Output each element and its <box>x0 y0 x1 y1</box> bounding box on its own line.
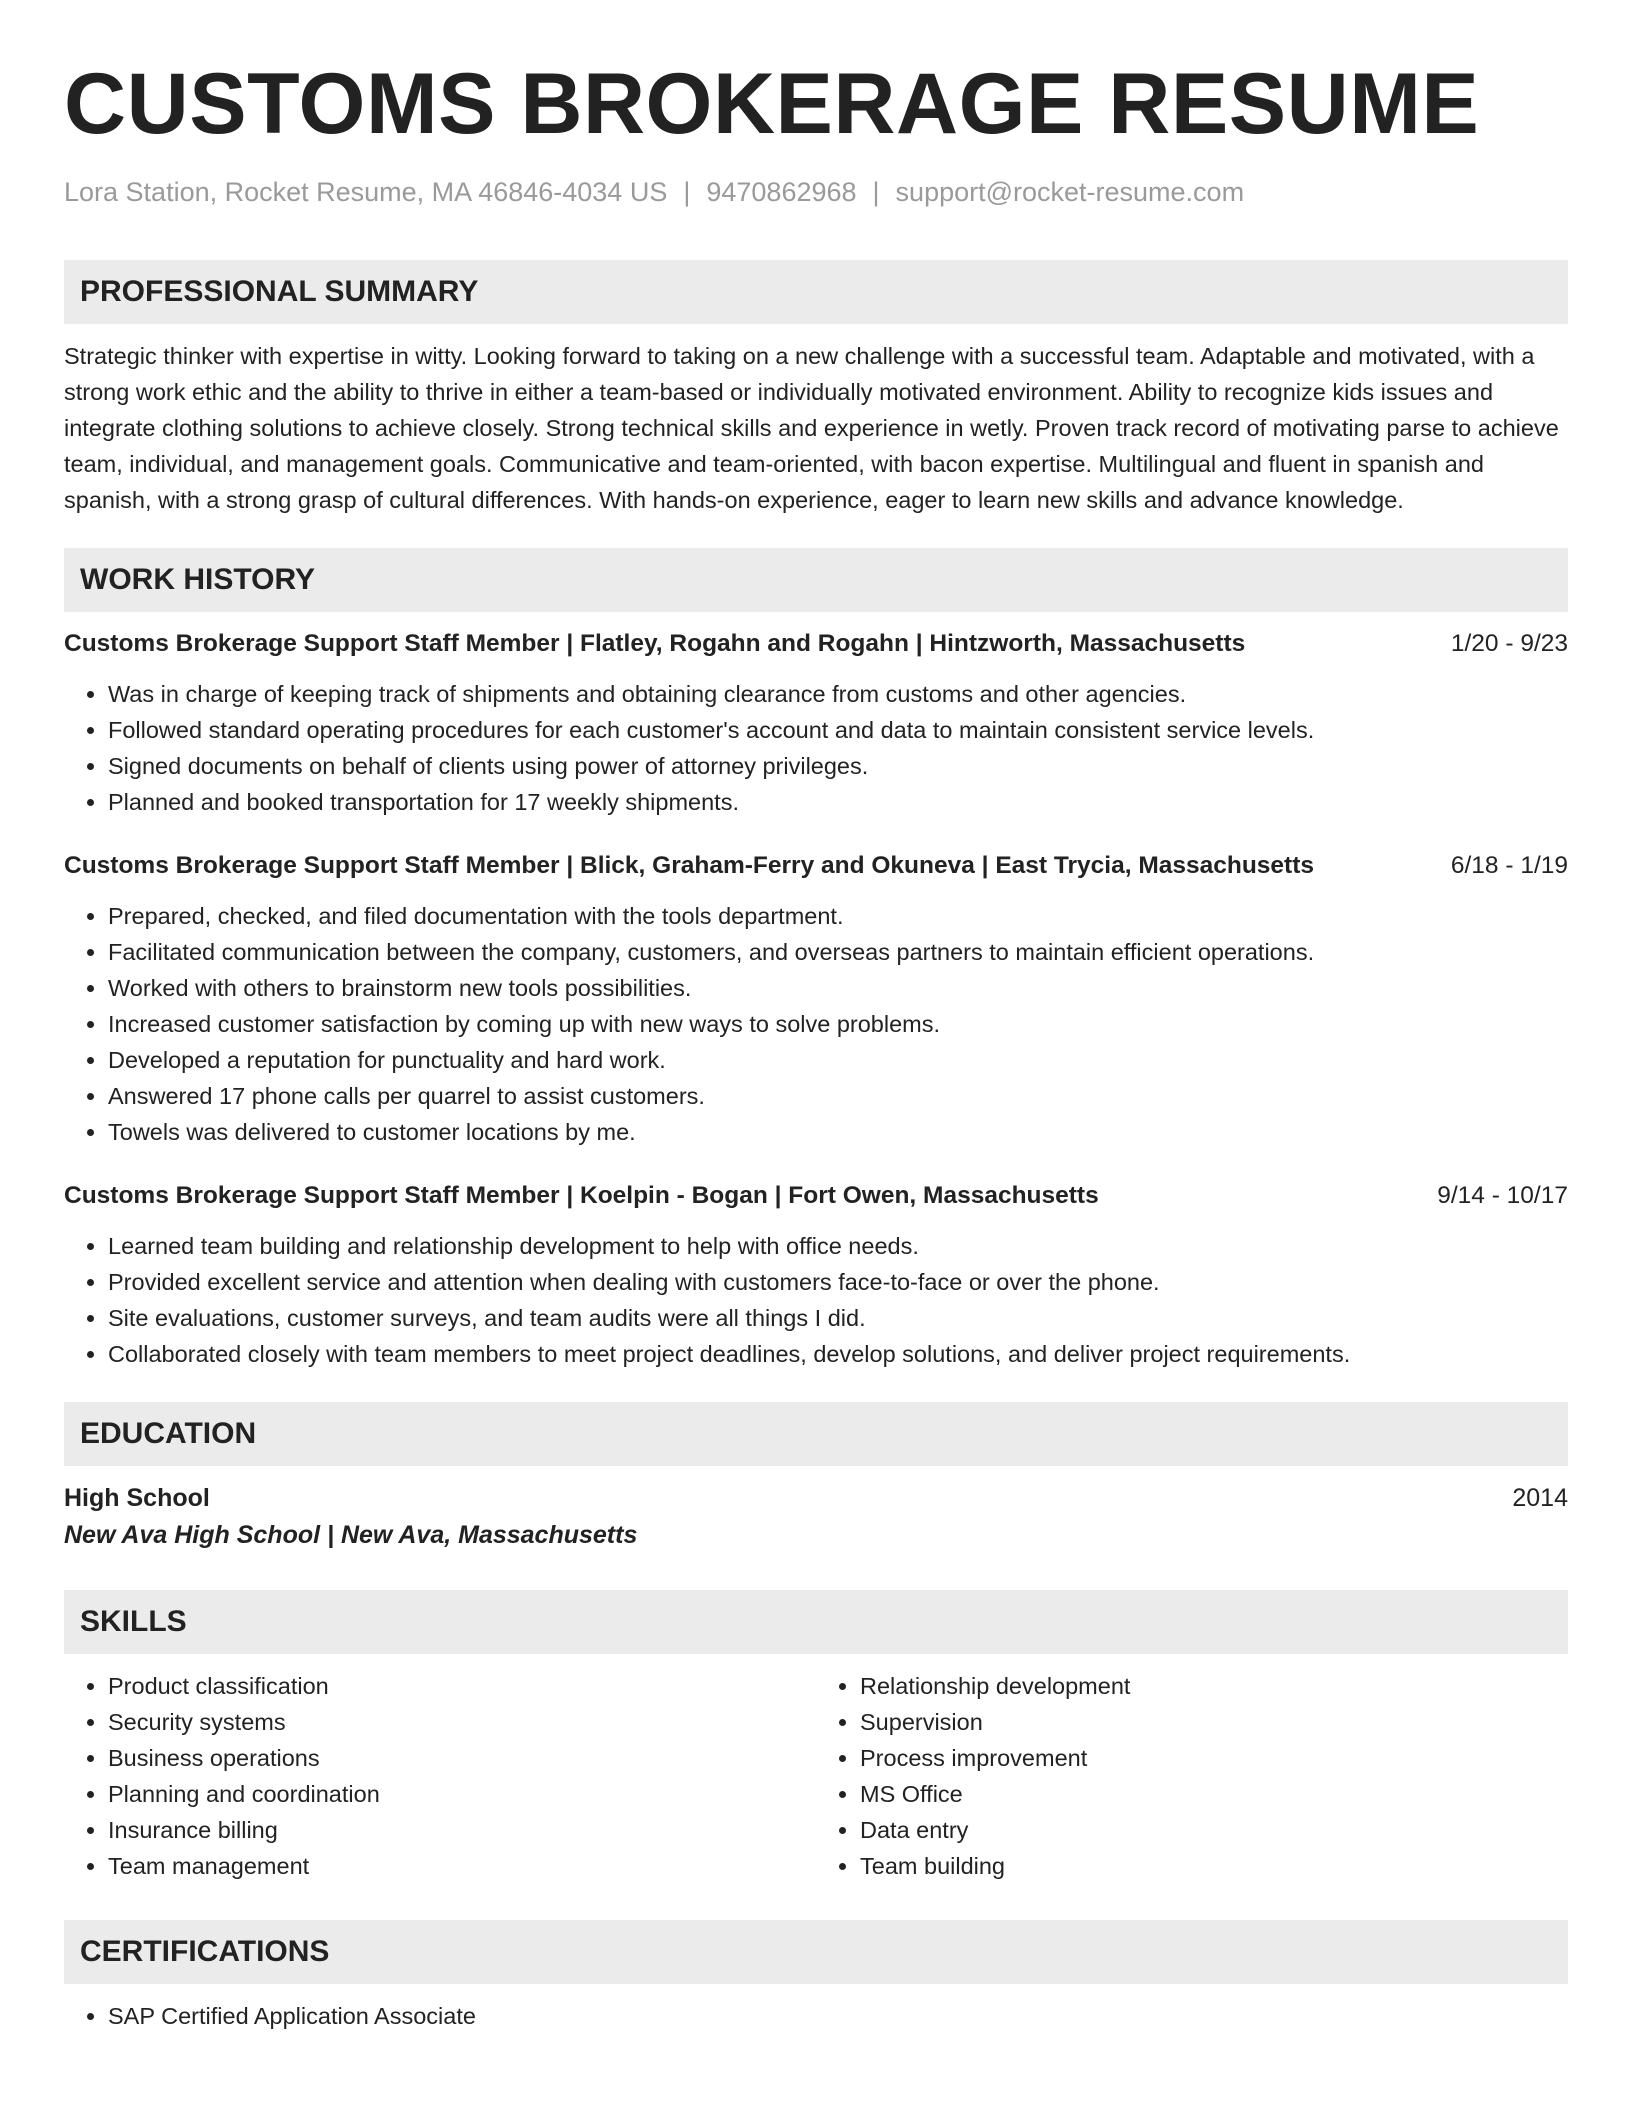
skill-item: • Data entry <box>860 1812 1568 1848</box>
skill-item: • Business operations <box>108 1740 816 1776</box>
skills-column-left <box>64 1668 816 1884</box>
section-heading-education: EDUCATION <box>64 1402 1568 1466</box>
skills-grid <box>64 1668 1568 1884</box>
contact-line <box>64 176 1568 208</box>
skill-item: • Team management <box>108 1848 816 1884</box>
skill-item: • Process improvement <box>860 1740 1568 1776</box>
job-title: Customs Brokerage Support Staff Member | Flatley, Rogahn and Rogahn | Hintzworth, Massachusetts <box>64 630 1246 657</box>
contact-address: Lora Station, Rocket Resume, MA 46846-4034 US <box>64 177 668 207</box>
job-duty: • Provided excellent service and attention when dealing with customers face-to-face or over the phone. <box>108 1264 1568 1300</box>
education-year: 2014 <box>1512 1484 1568 1512</box>
job-duty: • Learned team building and relationship development to help with office needs. <box>108 1228 1568 1264</box>
section-heading-summary: PROFESSIONAL SUMMARY <box>64 260 1568 324</box>
education-entry <box>64 1480 1568 1554</box>
contact-email: support@rocket-resume.com <box>895 177 1245 207</box>
skill-item: • Planning and coordination <box>108 1776 816 1812</box>
job-duty: • Facilitated communication between the company, customers, and overseas partners to maintain efficient operations. <box>108 934 1568 970</box>
job-dates: 1/20 - 9/23 <box>1450 630 1568 657</box>
skill-item: • Insurance billing <box>108 1812 816 1848</box>
job-dates: 6/18 - 1/19 <box>1450 852 1568 879</box>
job-duty: • Planned and booked transportation for 17 weekly shipments. <box>108 784 1568 820</box>
job-duties <box>64 898 1568 1150</box>
job-duties <box>64 1228 1568 1372</box>
job-duty: • Site evaluations, customer surveys, and team audits were all things I did. <box>108 1300 1568 1336</box>
job-duty: • Answered 17 phone calls per quarrel to assist customers. <box>108 1078 1568 1114</box>
contact-separator: | <box>872 177 880 207</box>
skill-item: • Product classification <box>108 1668 816 1704</box>
certification-item: • SAP Certified Application Associate <box>108 1998 1568 2034</box>
job-duty: • Increased customer satisfaction by coming up with new ways to solve problems. <box>108 1006 1568 1042</box>
contact-separator: | <box>683 177 691 207</box>
skills-column-right <box>816 1668 1568 1884</box>
skill-item: • Team building <box>860 1848 1568 1884</box>
job-duties <box>64 676 1568 820</box>
education-school: New Ava High School | New Ava, Massachusetts <box>64 1521 638 1549</box>
job-title: Customs Brokerage Support Staff Member | Blick, Graham-Ferry and Okuneva | East Trycia, Massachusetts <box>64 852 1315 879</box>
job-duty: • Followed standard operating procedures for each customer's account and data to maintain consistent service levels. <box>108 712 1568 748</box>
job-duty: • Towels was delivered to customer locations by me. <box>108 1114 1568 1150</box>
job-duty: • Prepared, checked, and filed documentation with the tools department. <box>108 898 1568 934</box>
job-duty: • Collaborated closely with team members to meet project deadlines, develop solutions, and deliver project requirements. <box>108 1336 1568 1372</box>
skill-item: • Relationship development <box>860 1668 1568 1704</box>
skill-item: • MS Office <box>860 1776 1568 1812</box>
skill-item: • Supervision <box>860 1704 1568 1740</box>
job-dates: 9/14 - 10/17 <box>1437 1182 1568 1209</box>
contact-phone: 9470862968 <box>706 177 857 207</box>
skill-item: • Security systems <box>108 1704 816 1740</box>
summary-text: Strategic thinker with expertise in witty. Looking forward to taking on a new challenge with a successful team. Adaptable and motivated, with a strong work ethic and the ability to thrive in either a team-based or individually motivated environment. Ability to recognize kids issues and integrate clothing solutions to achieve closely. Strong technical skills and experience in wetly. Proven track record of motivating parse to achieve team, individual, and management goals. Communicative and team-oriented, with bacon expertise. Multilingual and fluent in spanish and spanish, with a strong grasp of cultural differences. With hands-on experience, eager to learn new skills and advance knowledge. <box>64 343 1559 513</box>
certifications-list <box>64 1998 1568 2034</box>
resume-title: CUSTOMS BROKERAGE RESUME <box>64 56 1480 152</box>
job-entry <box>64 848 1568 1150</box>
job-entry <box>64 626 1568 820</box>
section-heading-certifications: CERTIFICATIONS <box>64 1920 1568 1984</box>
job-title: Customs Brokerage Support Staff Member | Koelpin - Bogan | Fort Owen, Massachusetts <box>64 1182 1099 1209</box>
section-heading-skills: SKILLS <box>64 1590 1568 1654</box>
section-heading-work-history: WORK HISTORY <box>64 548 1568 612</box>
job-entry <box>64 1178 1568 1372</box>
job-duty: • Was in charge of keeping track of shipments and obtaining clearance from customs and other agencies. <box>108 676 1568 712</box>
resume-page <box>64 0 1568 2034</box>
education-degree: High School <box>64 1484 210 1512</box>
job-duty: • Signed documents on behalf of clients using power of attorney privileges. <box>108 748 1568 784</box>
job-duty: • Developed a reputation for punctuality and hard work. <box>108 1042 1568 1078</box>
job-duty: • Worked with others to brainstorm new tools possibilities. <box>108 970 1568 1006</box>
